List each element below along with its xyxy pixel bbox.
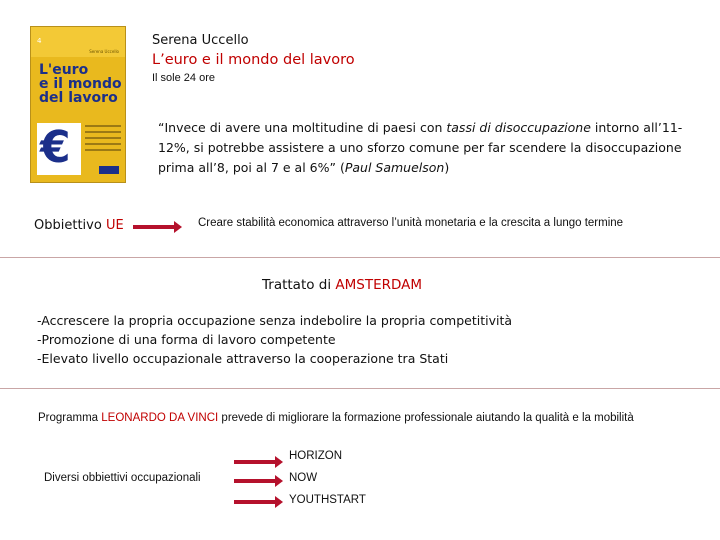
leonardo-highlight: LEONARDO DA VINCI [101, 412, 219, 424]
cover-title-line: L'euro [39, 62, 89, 78]
objective-text: Creare stabilità economica attraverso l’unità monetaria e la crescita a lungo termine [198, 217, 624, 229]
book-title: L’euro e il mondo del lavoro [152, 52, 355, 68]
treaty-list [37, 311, 512, 368]
euro-icon: € [40, 122, 71, 173]
treaty-title: Trattato di AMSTERDAM [262, 277, 423, 293]
book-author: Serena Uccello [152, 33, 249, 48]
program-youthstart: YOUTHSTART [289, 494, 366, 506]
samuelson-quote [158, 118, 688, 178]
quote-italic: tassi di disoccupazione [446, 120, 591, 135]
quote-text: ) [444, 160, 450, 175]
section-divider [0, 388, 720, 389]
list-item: -Elevato livello occupazionale attraverso la cooperazione tra Stati [37, 351, 449, 366]
list-item: -Promozione di una forma di lavoro competente [37, 332, 336, 347]
cover-title-line: del lavoro [39, 90, 118, 106]
objective-highlight: UE [105, 218, 124, 233]
publisher-logo-icon [99, 166, 119, 174]
arrow-icon [234, 479, 276, 483]
quote-text: “Invece di avere una moltitudine di paesi con [158, 120, 447, 135]
cover-title-line: e il mondo [39, 76, 122, 92]
leonardo-program: Programma LEONARDO DA VINCI prevede di migliorare la formazione professionale aiutando la qualità e la mobilità [38, 412, 634, 424]
cover-euro-panel [37, 123, 81, 175]
cover-title [39, 63, 123, 105]
arrow-icon [234, 500, 276, 504]
program-now: NOW [289, 472, 318, 484]
list-item: -Accrescere la propria occupazione senza indebolire la propria competitività [37, 313, 513, 328]
program-horizon: HORIZON [289, 450, 343, 462]
arrow-icon [234, 460, 276, 464]
section-divider [0, 257, 720, 258]
cover-text-lines [85, 125, 121, 155]
quote-author: Paul Samuelson [344, 160, 445, 175]
cover-number: 4 [37, 37, 42, 45]
book-publisher: Il sole 24 ore [152, 72, 215, 84]
book-cover [30, 26, 126, 183]
quote-text: intorno all’11-12%, si potrebbe assistere a uno sforzo comune per far scendere la disoccupazione prima all’8, poi al 7 e al 6%” ( [158, 120, 683, 175]
arrow-icon [133, 225, 175, 229]
cover-author: Serena Uccello [89, 49, 119, 54]
objectives-label: Diversi obbiettivi occupazionali [44, 472, 201, 484]
treaty-highlight: AMSTERDAM [335, 277, 423, 293]
objective-label: Obbiettivo UE [34, 218, 124, 233]
